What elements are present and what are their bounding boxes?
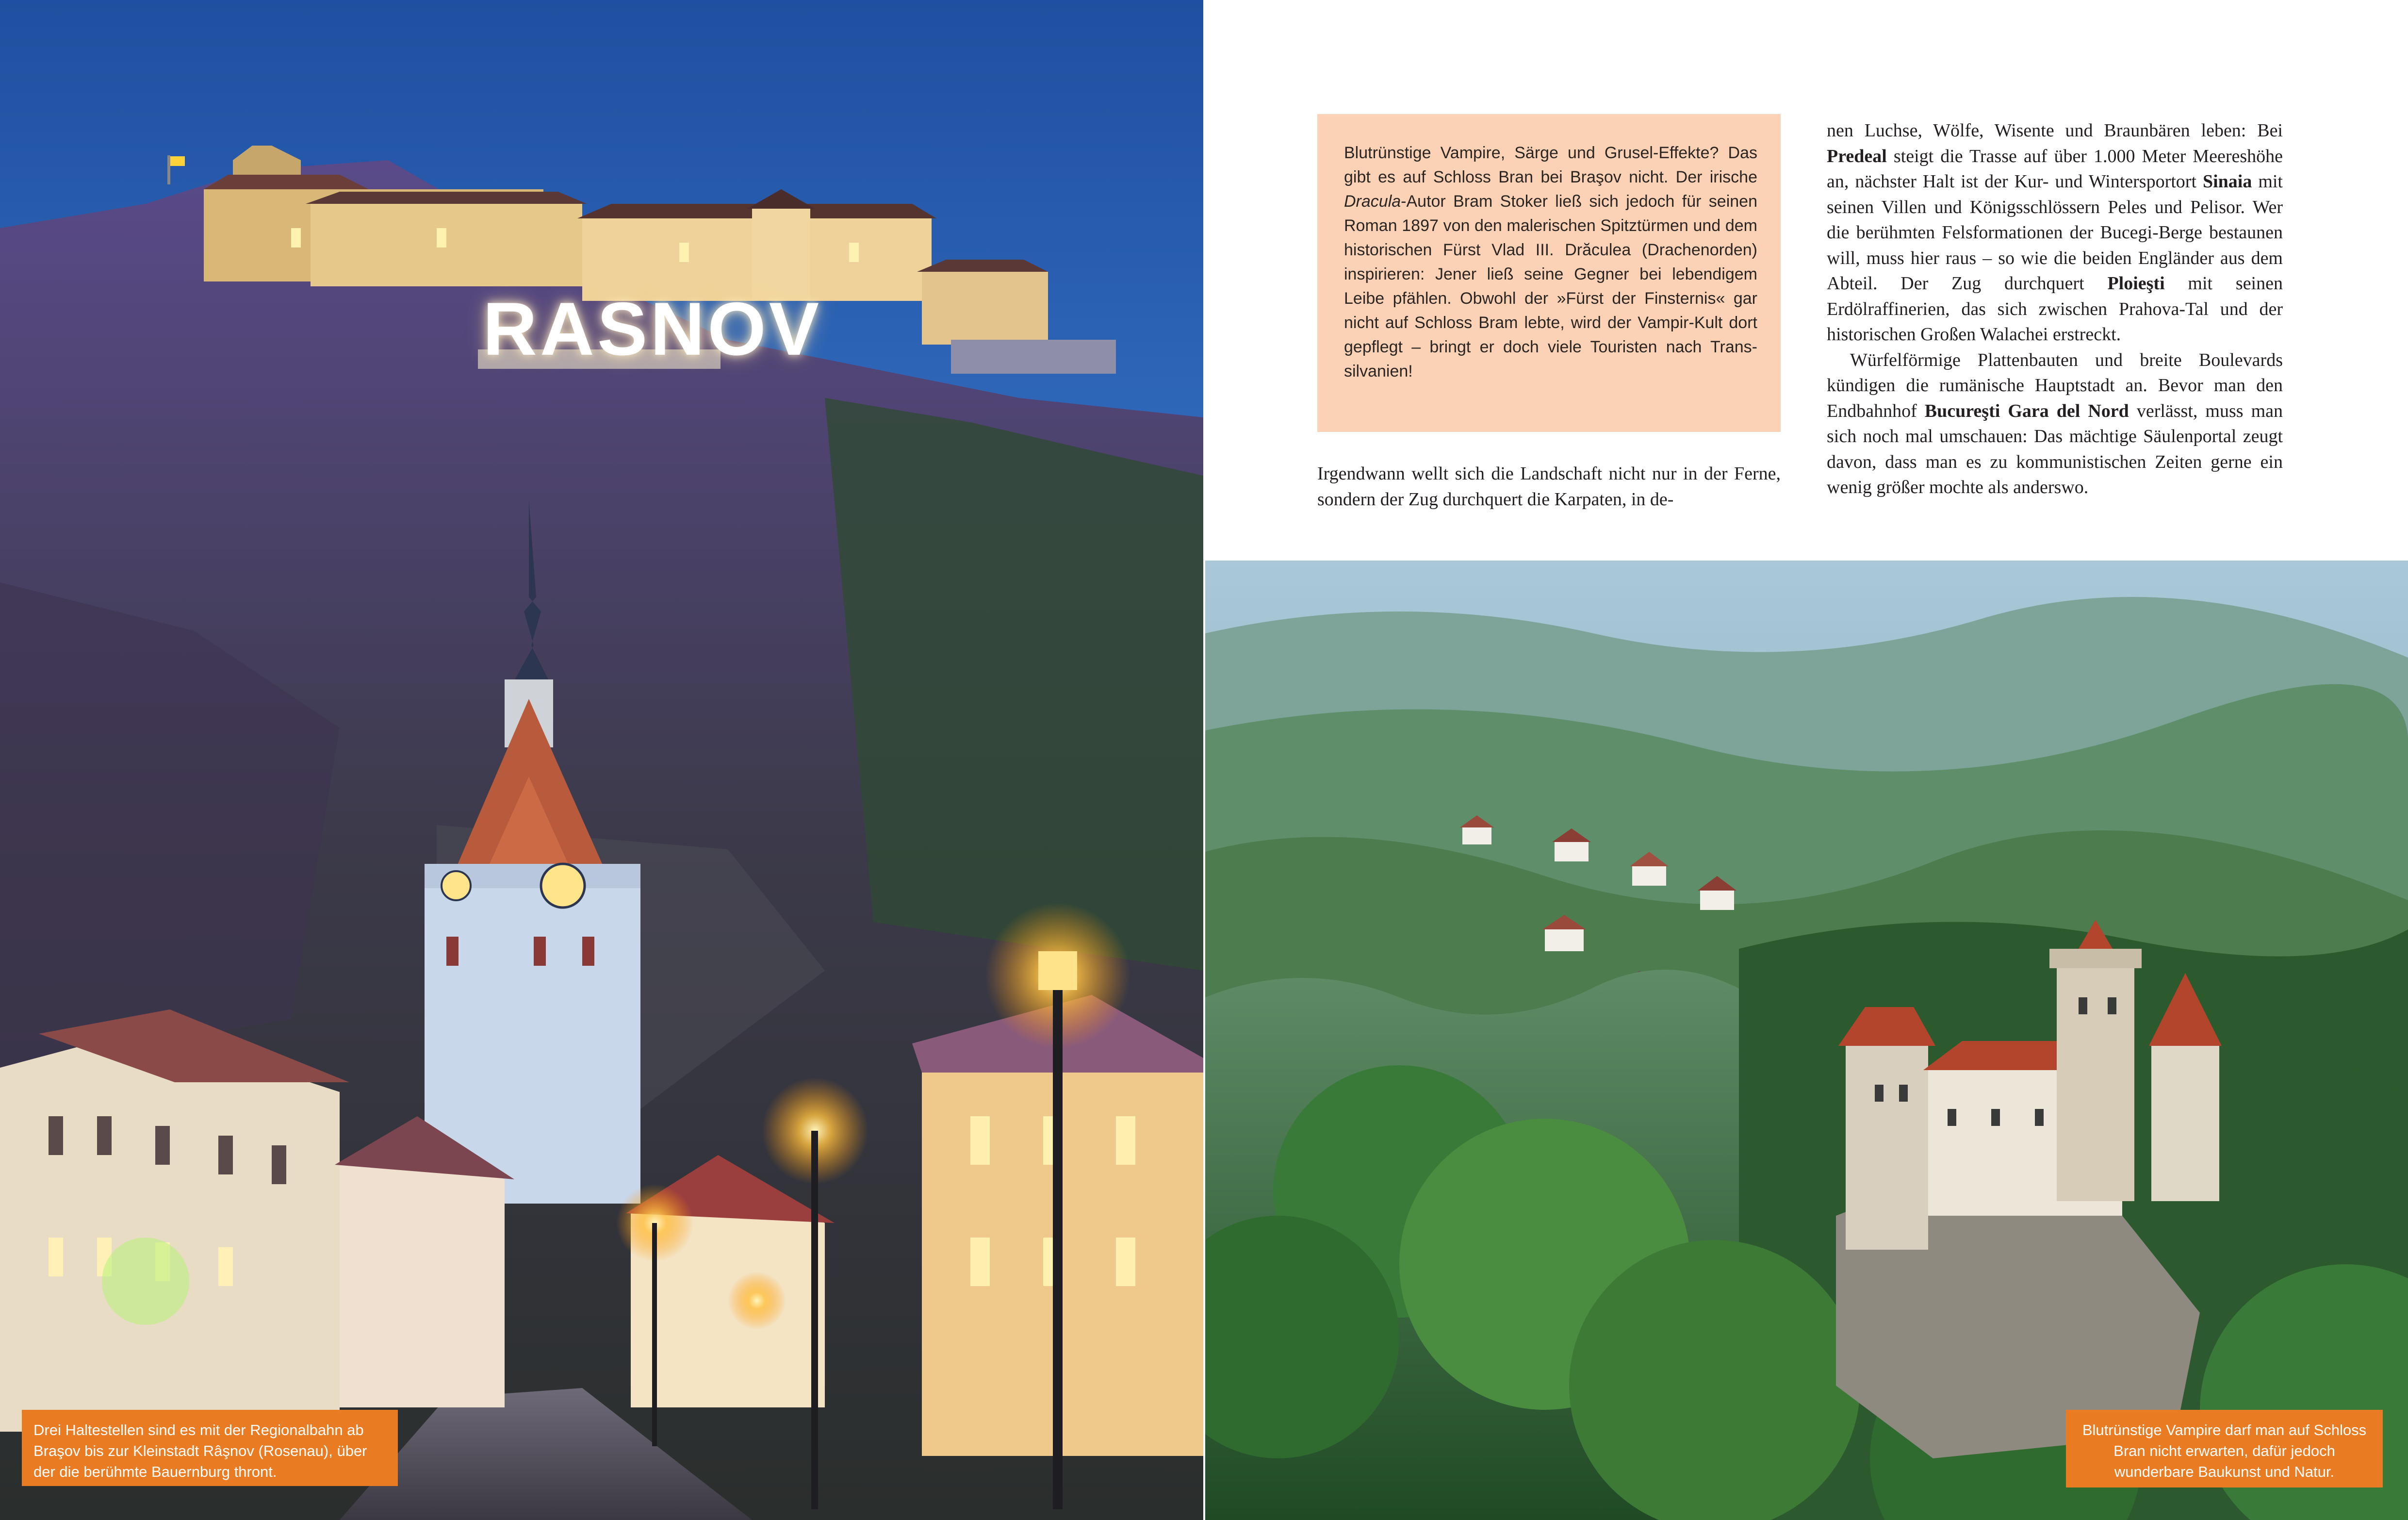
rasnov-photo: [0, 0, 1203, 1520]
info-box-text: Blutrünstige Vampire, Särge und Grusel-Effekte? Das gibt es auf Schloss Bran bei Braşov nicht. Der irische Dracula-Autor Bram Stoker ließ sich jedoch für seinen Roman 1897 von den malerischen Spitztürmen und dem historischen Fürst Vlad III. Drăculea (Drachenorden) inspirieren: Jener ließ seine Gegner bei lebendigem Leibe pfählen. Obwohl der »Fürst der Finsternis« gar nicht auf Schloss Bram lebte, wird der Vampir-Kult dort gepflegt – bringt er doch viele Touristen nach Transsilvanien!: [1344, 144, 1757, 380]
photo-caption-left: Drei Haltestellen sind es mit der Regionalbahn ab Braşov bis zur Kleinstadt Râşnov (Rosenau), über der die berühmte Bauernburg thront.: [22, 1410, 398, 1486]
rasnov-illustration: [0, 0, 1203, 1520]
body-paragraph: Irgendwann wellt sich die Landschaft nicht nur in der Ferne, sondern der Zug durchquert die Karpaten, in de-: [1317, 463, 1781, 510]
text-column-left: [1317, 461, 1781, 512]
bran-castle-photo: [1205, 561, 2408, 1520]
text-column-right: [1827, 118, 2283, 500]
photo-caption-right: Blutrünstige Vampire darf man auf Schloss Bran nicht erwarten, dafür jedoch wunderbare Baukunst und Natur.: [2066, 1410, 2383, 1487]
rasnov-sign: RASNOV: [483, 287, 822, 371]
bran-illustration: [1205, 561, 2408, 1520]
body-paragraph: nen Luchse, Wölfe, Wisente und Braunbären leben: Bei Predeal steigt die Trasse auf über 1.000 Meter Meereshöhe an, nächster Halt ist der Kur- und Wintersportort Sinaia mit seinen Villen und Königsschlössern Peles und Pelisor. Wer die berühmten Felsformationen der Bucegi-Berge bestaunen will, muss hier raus – so wie die beiden Engländer aus dem Abteil. Der Zug durchquert Ploieşti mit seinen Erdölraffinerien, das sich zwischen Prahova-Tal und der historischen Großen Walachei erstreckt.: [1827, 120, 2283, 345]
info-box: [1317, 114, 1781, 432]
body-paragraph: Würfelförmige Plattenbauten und breite Boulevards kündigen die rumänische Hauptstadt an. Bevor man den Endbahnhof Bucureşti Gara del Nord verlässt, muss man sich noch mal umschauen: Das mächtige Säulenportal zeugt davon, dass man es zu kommunistischen Zeiten gerne ein wenig größer mochte als anderswo.: [1827, 349, 2283, 497]
